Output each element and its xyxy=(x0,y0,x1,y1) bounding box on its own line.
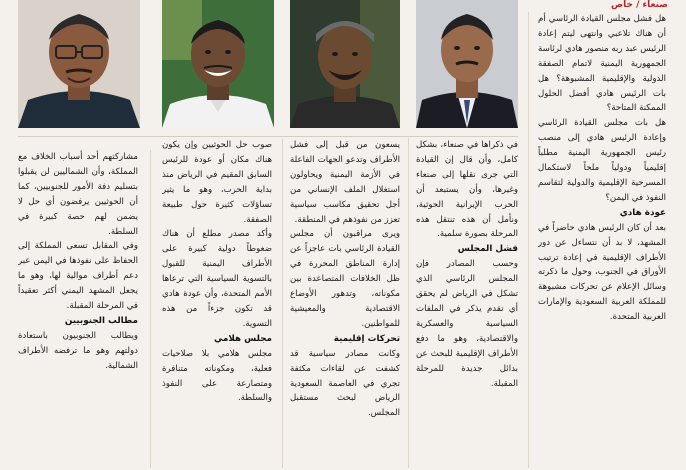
article-column-3 xyxy=(290,138,400,468)
paragraph: ويطالب الجنوبيون باستعادة دولتهم وهو ما ترفضه الأطراف الشمالية. xyxy=(18,330,138,371)
paragraph: مجلس هلامي بلا صلاحيات فعلية، ومكوناته متنافرة ومتصارعة على النفوذ والسلطة. xyxy=(162,348,272,404)
portrait-suit-photo xyxy=(416,0,518,128)
paragraph: وكانت مصادر سياسية قد كشفت عن لقاءات مكثفة تجري في العاصمة السعودية الرياض لبحث مستقبل المجلس. xyxy=(290,348,400,419)
portrait-cap-image xyxy=(290,0,400,128)
portrait-cap-photo xyxy=(290,0,400,128)
paragraph: في ذكراها في صنعاء، بشكل كامل، وأن قال إن القيادة التي جرى نقلها إلى صنعاء وغيرها، وأن يستبعد أن الحرب الإيرانية الحوثية، ونأمل أن هذه تنتقل هذه المرحلة بصورة سلمية. xyxy=(416,140,518,240)
paragraph: هل بات مجلس القيادة الرئاسي وإعادة الرئيس هادي إلى منصب رئيس الجمهورية اليمنية مطلباً إقليمياً ودولياً ملحاً لاستكمال المسرحية الإقليمية والدولية لتقاسم النفوذ في اليمن؟ xyxy=(538,118,666,203)
article-column-4 xyxy=(162,138,272,468)
byline: صنعاء / خاص xyxy=(611,0,668,10)
paragraph: وحسب المصادر فإن المجلس الرئاسي الذي تشكل في الرياض لم يحقق أي تقدم يذكر في الملفات السياسية والعسكرية والاقتصادية، وهو ما دفع الأطراف الإقليمية للبحث عن بدائل جديدة للمرحلة المقبلة. xyxy=(416,259,518,389)
portrait-glasses-image xyxy=(18,0,140,128)
subheading: مطالب الجنوبيين xyxy=(64,315,138,326)
article-column-5 xyxy=(18,150,138,468)
portrait-smiling-photo xyxy=(162,0,274,128)
column-divider xyxy=(408,138,409,468)
column-divider xyxy=(150,150,151,468)
paragraph: صوب حل الحوثيين وإن يكون هناك مكان أو عودة للرئيس السابق المقيم في الرياض منذ بداية الحرب، وهو ما يثير تساؤلات كثيرة حول طبيعة الصفقة. xyxy=(162,140,272,225)
subheading: فشل المجلس xyxy=(457,244,518,255)
photo-rule xyxy=(18,136,518,137)
paragraph: وأكد مصدر مطلع أن هناك ضغوطاً دولية كبيرة على الأطراف اليمنية للقبول بالتسوية السياسية التي ترعاها الأمم المتحدة، وأن عودة هادي قد تكون جزءاً من هذه التسوية. xyxy=(162,229,272,329)
article-column-1 xyxy=(538,12,666,468)
paragraph: هل فشل مجلس القيادة الرئاسي أم أن هناك تلاعبي وانتهى ليتم إعادة الرئيس عبد ربه منصور هادي لرئاسة الجمهورية اليمنية لاتمام الصفقة الدولية والإقليمية المشبوهة؟ هل بات الرئيس هادي أفضل الحلول الممكنة المتاحة؟ xyxy=(538,14,666,114)
article-column-2 xyxy=(416,138,518,468)
paragraph: مشاركتهم أحد أسباب الخلاف مع المملكة، وأن الشماليين لن يقبلوا بتسليم دفة الأمور للجنوبيين، كما أن الحوثيين يرفضون أي حل لا يضمن لهم حصة كبيرة في السلطة. xyxy=(18,152,138,237)
paragraph: وفي المقابل تسعى المملكة إلى الحفاظ على نفوذها في اليمن عبر دعم أطراف موالية لها، وهو ما يجعل المشهد اليمني أكثر تعقيداً في المرحلة المقبلة. xyxy=(18,241,138,312)
paragraph: ويرى مراقبون أن مجلس القيادة الرئاسي بات عاجزاً عن إدارة المناطق المحررة في ظل الخلافات المتصاعدة بين مكوناته، وتدهور الأوضاع الاقتصادية والمعيشية للمواطنين. xyxy=(290,229,400,329)
subheading: تحركات إقليمية xyxy=(333,333,400,344)
column-divider xyxy=(528,12,529,468)
paragraph: بعد أن كان الرئيس هادي حاضراً في المشهد، لا بد أن نتساءل عن دور الأطراف الإقليمية في إعادة ترتيب الأوراق في الجنوب، وحول ما ذكرته وسائل الإعلام عن تحركات مشبوهة للمملكة العربية السعودية والإمارات العربية المتحدة. xyxy=(538,222,666,323)
subheading: مجلس هلامي xyxy=(213,333,272,344)
paragraph: يسعون من قبل إلى فشل الأطراف وتدعو الجهات الفاعلة في الأزمة اليمنية ويحاولون استغلال الملف الإنساني من أجل تحقيق مكاسب سياسية تعزز من نفوذهم في المنطقة. xyxy=(290,140,400,225)
portrait-glasses-photo xyxy=(18,0,140,128)
subheading: عودة هادي xyxy=(619,207,666,218)
column-divider xyxy=(282,138,283,468)
portrait-suit-image xyxy=(416,0,518,128)
portrait-smiling-image xyxy=(162,0,274,128)
